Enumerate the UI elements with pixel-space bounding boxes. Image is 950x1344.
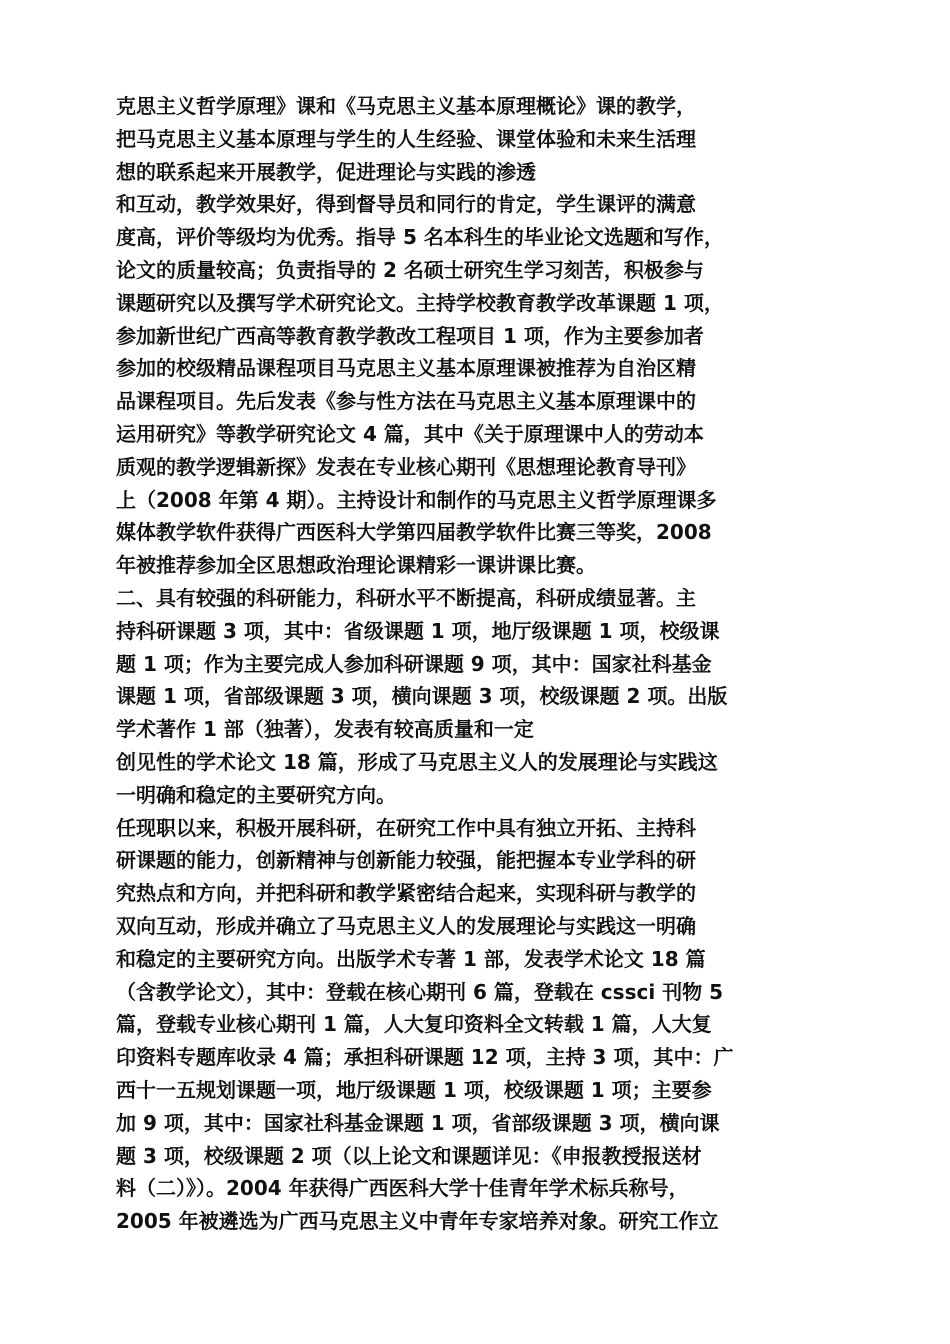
text-line: 上（2008 年第 4 期）。主持设计和制作的马克思主义哲学原理课多 [116, 487, 717, 512]
text-line: 运用研究》等教学研究论文 4 篇，其中《关于原理课中人的劳动本 [116, 421, 704, 446]
text-line: 学术著作 1 部（独著），发表有较高质量和一定 [116, 717, 534, 742]
text-line: 研课题的能力，创新精神与创新能力较强，能把握本专业学科的研 [116, 848, 696, 873]
text-line: 持科研课题 3 项，其中：省级课题 1 项，地厅级课题 1 项，校级课 [116, 618, 720, 643]
text-line: 参加的校级精品课程项目马克思主义基本原理课被推荐为自治区精 [116, 356, 696, 381]
text-line: 度高，评价等级均为优秀。指导 5 名本科生的毕业论文选题和写作， [116, 225, 724, 250]
text-line: 双向互动，形成并确立了马克思主义人的发展理论与实践这一明确 [116, 913, 696, 938]
text-line: 究热点和方向，并把科研和教学紧密结合起来，实现科研与教学的 [116, 881, 696, 906]
text-line: 想的联系起来开展教学，促进理论与实践的渗透 [116, 159, 536, 184]
text-line: 和互动，教学效果好，得到督导员和同行的肯定，学生课评的满意 [116, 192, 696, 217]
text-line: 加 9 项，其中：国家社科基金课题 1 项，省部级课题 3 项，横向课 [116, 1110, 720, 1135]
text-line: （含教学论文），其中：登载在核心期刊 6 篇，登载在 cssci 刊物 5 [116, 979, 724, 1004]
text-line: 参加新世纪广西高等教育教学教改工程项目 1 项，作为主要参加者 [116, 323, 704, 348]
text-line: 印资料专题库收录 4 篇；承担科研课题 12 项，主持 3 项，其中：广 [116, 1045, 734, 1070]
text-line: 一明确和稳定的主要研究方向。 [116, 782, 396, 807]
text-line: 任现职以来，积极开展科研，在研究工作中具有独立开拓、主持科 [116, 815, 696, 840]
text-line: 把马克思主义基本原理与学生的人生经验、课堂体验和未来生活理 [116, 126, 696, 151]
text-line: 课题 1 项，省部级课题 3 项，横向课题 3 项，校级课题 2 项。出版 [116, 684, 728, 709]
text-line: 二、具有较强的科研能力，科研水平不断提高，科研成绩显著。主 [116, 585, 696, 610]
text-line: 媒体教学软件获得广西医科大学第四届教学软件比赛三等奖，2008 [116, 520, 712, 545]
text-line: 2005 年被遴选为广西马克思主义中青年专家培养对象。研究工作立 [116, 1209, 719, 1234]
text-line: 创见性的学术论文 18 篇，形成了马克思主义人的发展理论与实践这 [116, 749, 718, 774]
text-line: 年被推荐参加全区思想政治理论课精彩一课讲课比赛。 [116, 553, 596, 578]
text-line: 料（二）》）。2004 年获得广西医科大学十佳青年学术标兵称号， [116, 1176, 689, 1201]
text-line: 课题研究以及撰写学术研究论文。主持学校教育教学改革课题 1 项， [116, 290, 724, 315]
text-line: 品课程项目。先后发表《参与性方法在马克思主义基本原理课中的 [116, 389, 696, 414]
text-line: 题 3 项，校级课题 2 项（以上论文和课题详见：《申报教授报送材 [116, 1143, 702, 1168]
document-body [116, 90, 846, 1238]
text-line: 质观的教学逻辑新探》发表在专业核心期刊《思想理论教育导刊》 [116, 454, 696, 479]
text-line: 和稳定的主要研究方向。出版学术专著 1 部，发表学术论文 18 篇 [116, 946, 706, 971]
text-line: 题 1 项；作为主要完成人参加科研课题 9 项，其中：国家社科基金 [116, 651, 712, 676]
text-line: 西十一五规划课题一项，地厅级课题 1 项，校级课题 1 项；主要参 [116, 1077, 712, 1102]
text-line: 克思主义哲学原理》课和《马克思主义基本原理概论》课的教学， [116, 94, 696, 118]
text-line: 论文的质量较高；负责指导的 2 名硕士研究生学习刻苦，积极参与 [116, 257, 704, 282]
text-line: 篇，登载专业核心期刊 1 篇，人大复印资料全文转载 1 篇，人大复 [116, 1012, 712, 1037]
